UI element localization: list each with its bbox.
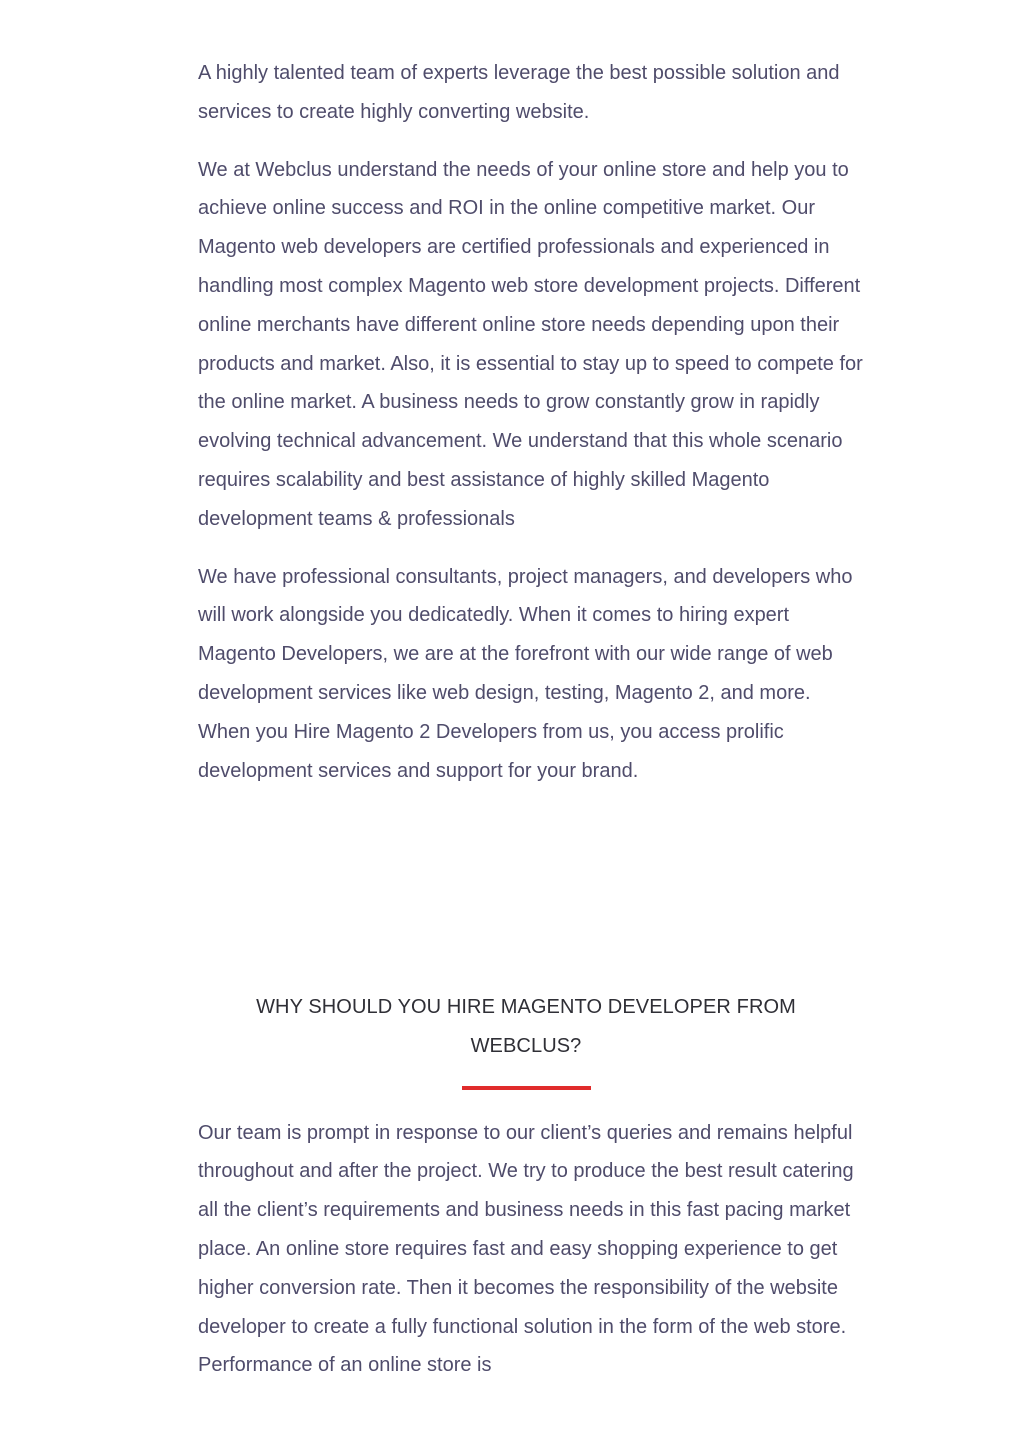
- section-paragraph: Our team is prompt in response to our client’s queries and remains helpful throughout and after the project. We try to produce the best result catering all the client’s requirements and business needs in this fast pacing market place. An online store requires fast and easy shopping experience to get higher conversion rate. Then it becomes the responsibility of the website developer to create a fully functional solution in the form of the web store. Performance of an online store is: [198, 1121, 854, 1377]
- intro-paragraph-2: We at Webclus understand the needs of your online store and help you to achieve online success and ROI in the online competitive market. Our Magento web developers are certified professionals and experienced in handling most complex Magento web store development projects. Different online merchants have different online store needs depending upon their products and market. Also, it is essential to stay up to speed to compete for the online market. A business needs to grow constantly grow in rapidly evolving technical advancement. We understand that this whole scenario requires scalability and best assistance of highly skilled Magento development teams & professionals: [198, 158, 863, 530]
- heading-underline: [462, 1086, 591, 1090]
- why-hire-section: [198, 988, 854, 1385]
- intro-paragraph-1: A highly talented team of experts leverage the best possible solution and services to create highly converting website.: [198, 62, 840, 123]
- section-heading: WHY SHOULD YOU HIRE MAGENTO DEVELOPER FROM WEBCLUS?: [256, 996, 796, 1057]
- intro-content: [198, 54, 866, 809]
- intro-paragraph-3: We have professional consultants, project managers, and developers who will work alongside you dedicatedly. When it comes to hiring expert Magento Developers, we are at the forefront with our wide range of web development services like web design, testing, Magento 2, and more. When you Hire Magento 2 Developers from us, you access prolific development services and support for your brand.: [198, 565, 853, 782]
